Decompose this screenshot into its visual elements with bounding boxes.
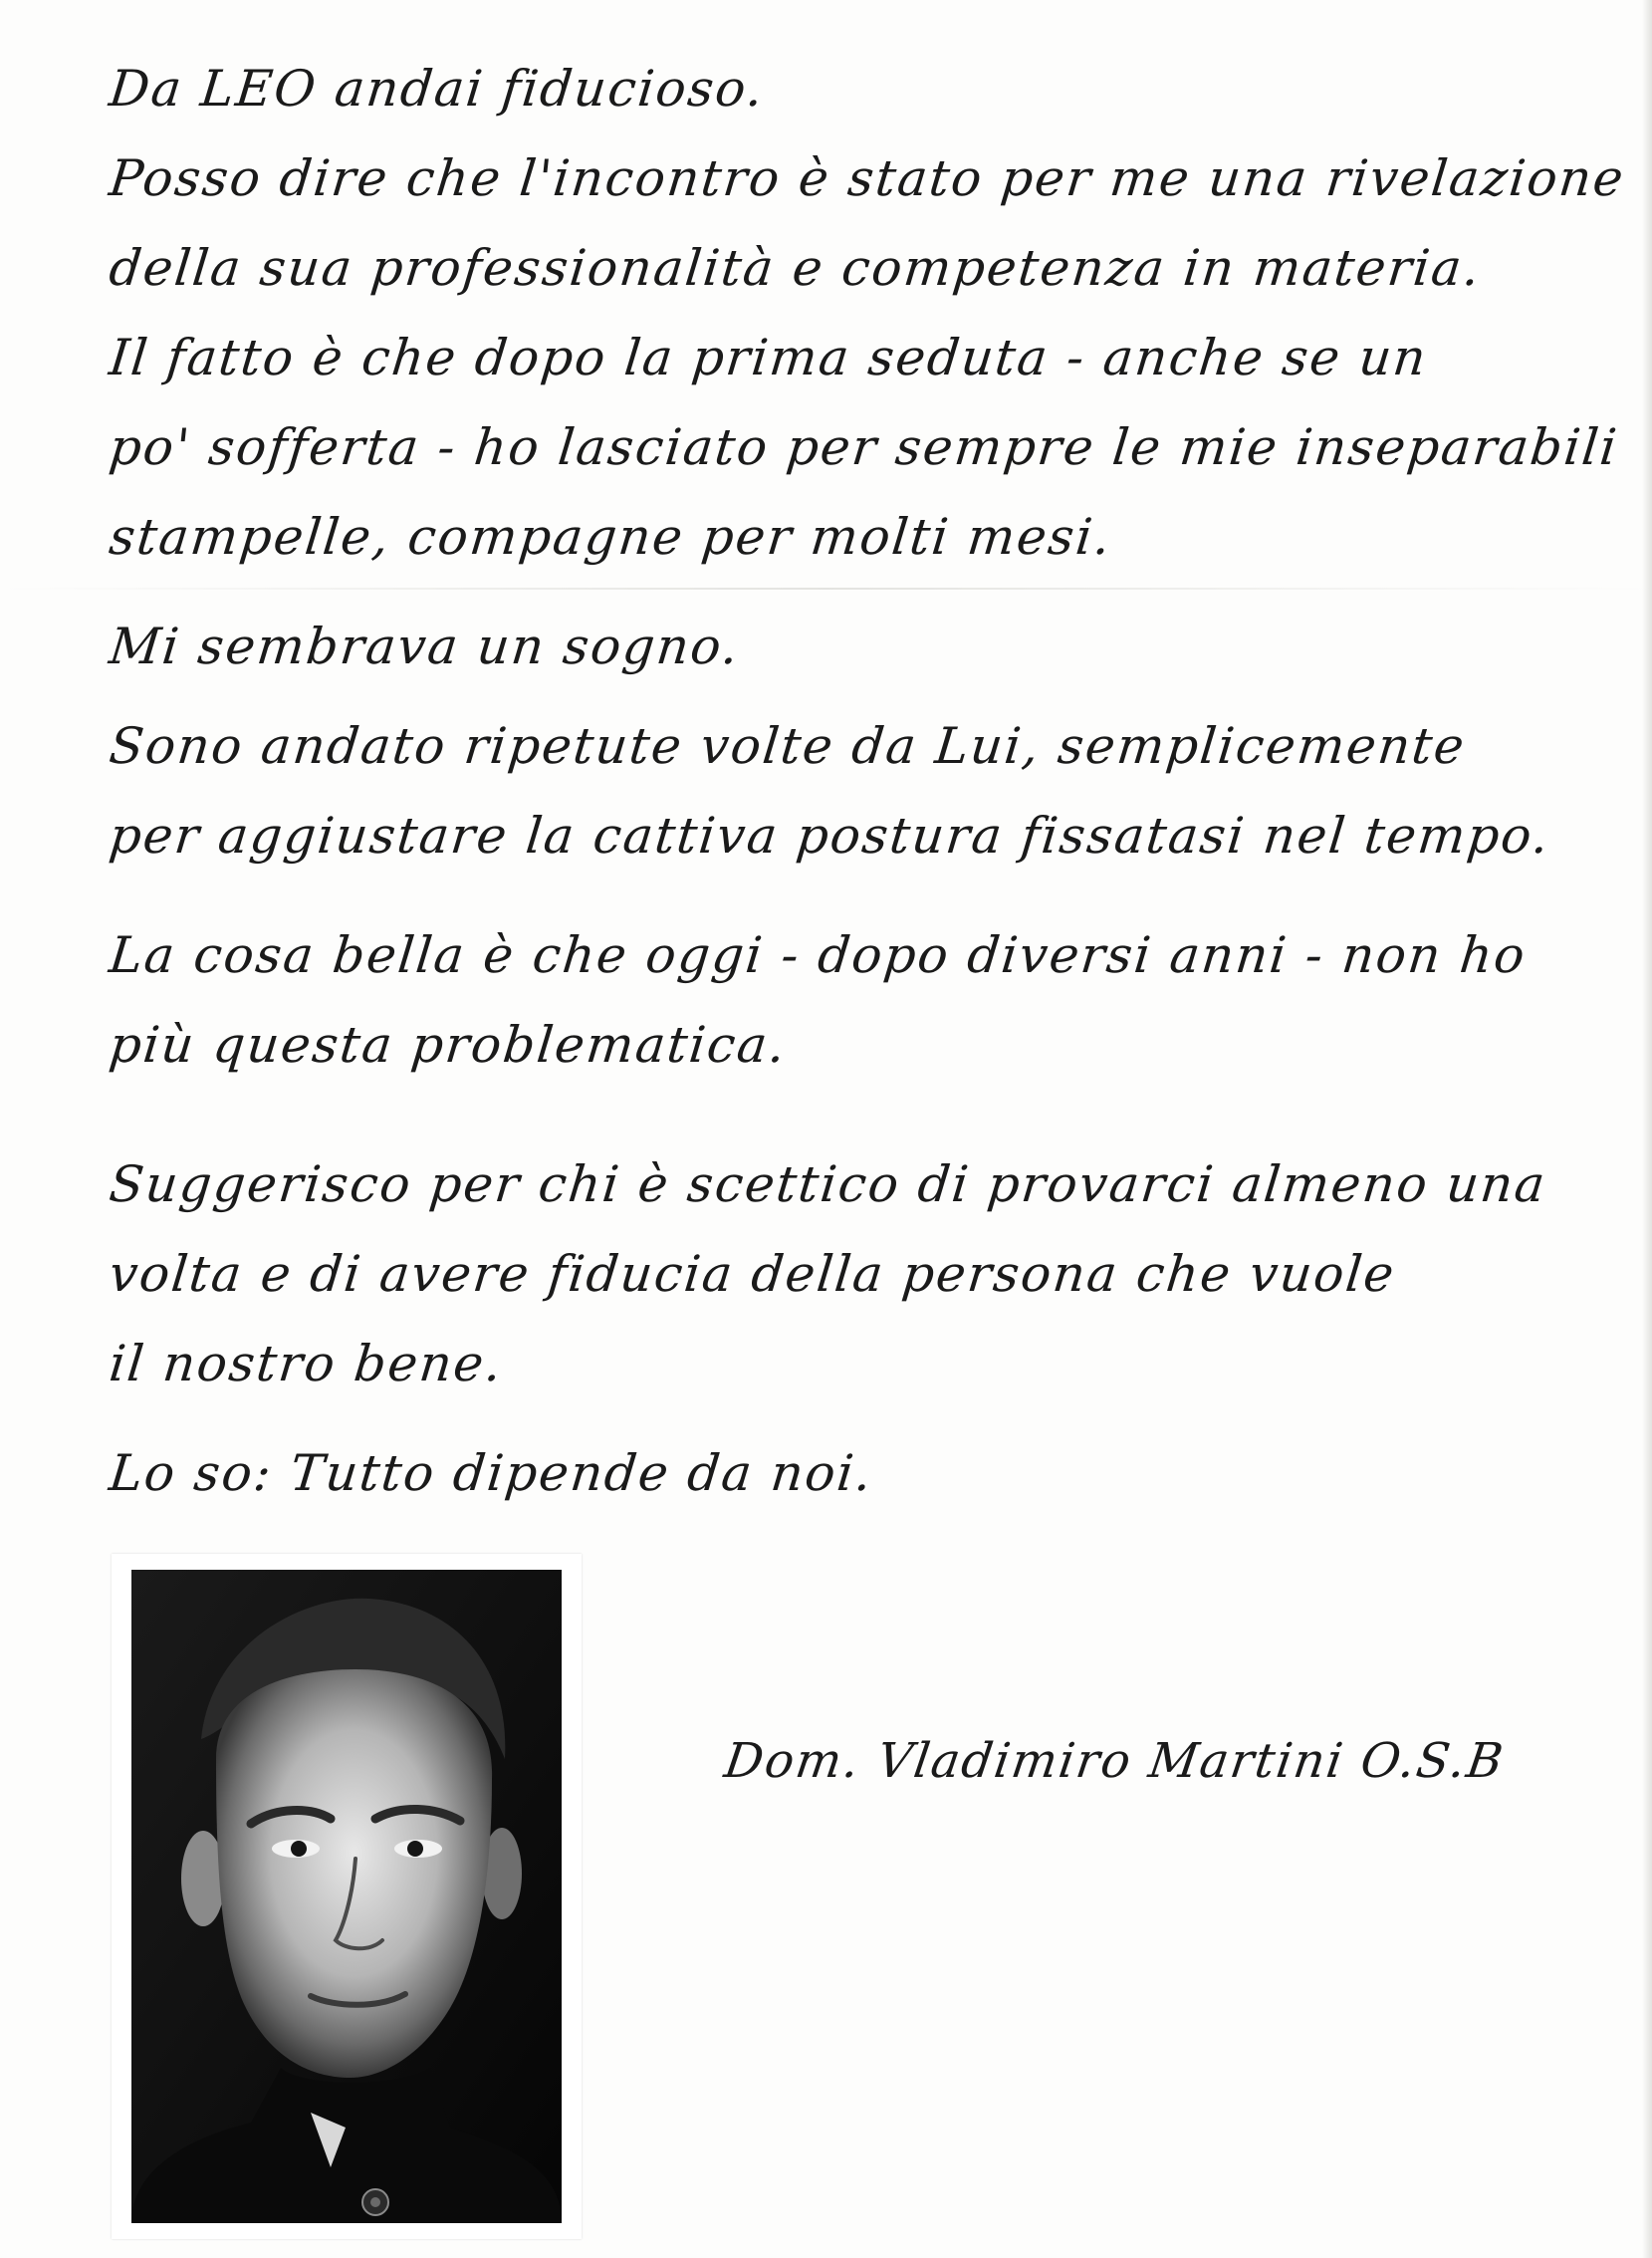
paper-edge-shadow (1642, 0, 1652, 2258)
letter-line-13: volta e di avere fiducia della persona che vuole (106, 1245, 1399, 1303)
portrait-illustration (131, 1570, 562, 2223)
paper-fold-line (0, 588, 1652, 590)
letter-line-1: Da LEO andai fiducioso. (106, 60, 768, 118)
letter-line-8: Sono andato ripetute volte da Lui, semplicemente (106, 717, 1469, 775)
letter-line-5: po' sofferta - ho lasciato per sempre le mie inseparabili (106, 418, 1621, 476)
portrait-photo (112, 1554, 582, 2239)
letter-line-6: stampelle, compagne per molti mesi. (106, 508, 1115, 566)
letter-line-4: Il fatto è che dopo la prima seduta - anche se un (106, 329, 1431, 386)
letter-line-9: per aggiustare la cattiva postura fissatasi nel tempo. (106, 807, 1553, 865)
letter-line-7: Mi sembrava un sogno. (106, 618, 743, 675)
letter-line-14: il nostro bene. (106, 1335, 507, 1392)
letter-line-3: della sua professionalità e competenza in materia. (106, 239, 1485, 297)
letter-line-10: La cosa bella è che oggi - dopo diversi anni - non ho (106, 926, 1530, 984)
letter-line-15: Lo so: Tutto dipende da noi. (106, 1444, 876, 1502)
letter-line-12: Suggerisco per chi è scettico di provarci almeno una (106, 1155, 1550, 1213)
letter-line-2: Posso dire che l'incontro è stato per me una rivelazione (106, 149, 1628, 207)
letter-line-11: più questa problematica. (106, 1016, 791, 1074)
portrait-photo-image (131, 1570, 562, 2223)
signature: Dom. Vladimiro Martini O.S.B (721, 1733, 1509, 1789)
